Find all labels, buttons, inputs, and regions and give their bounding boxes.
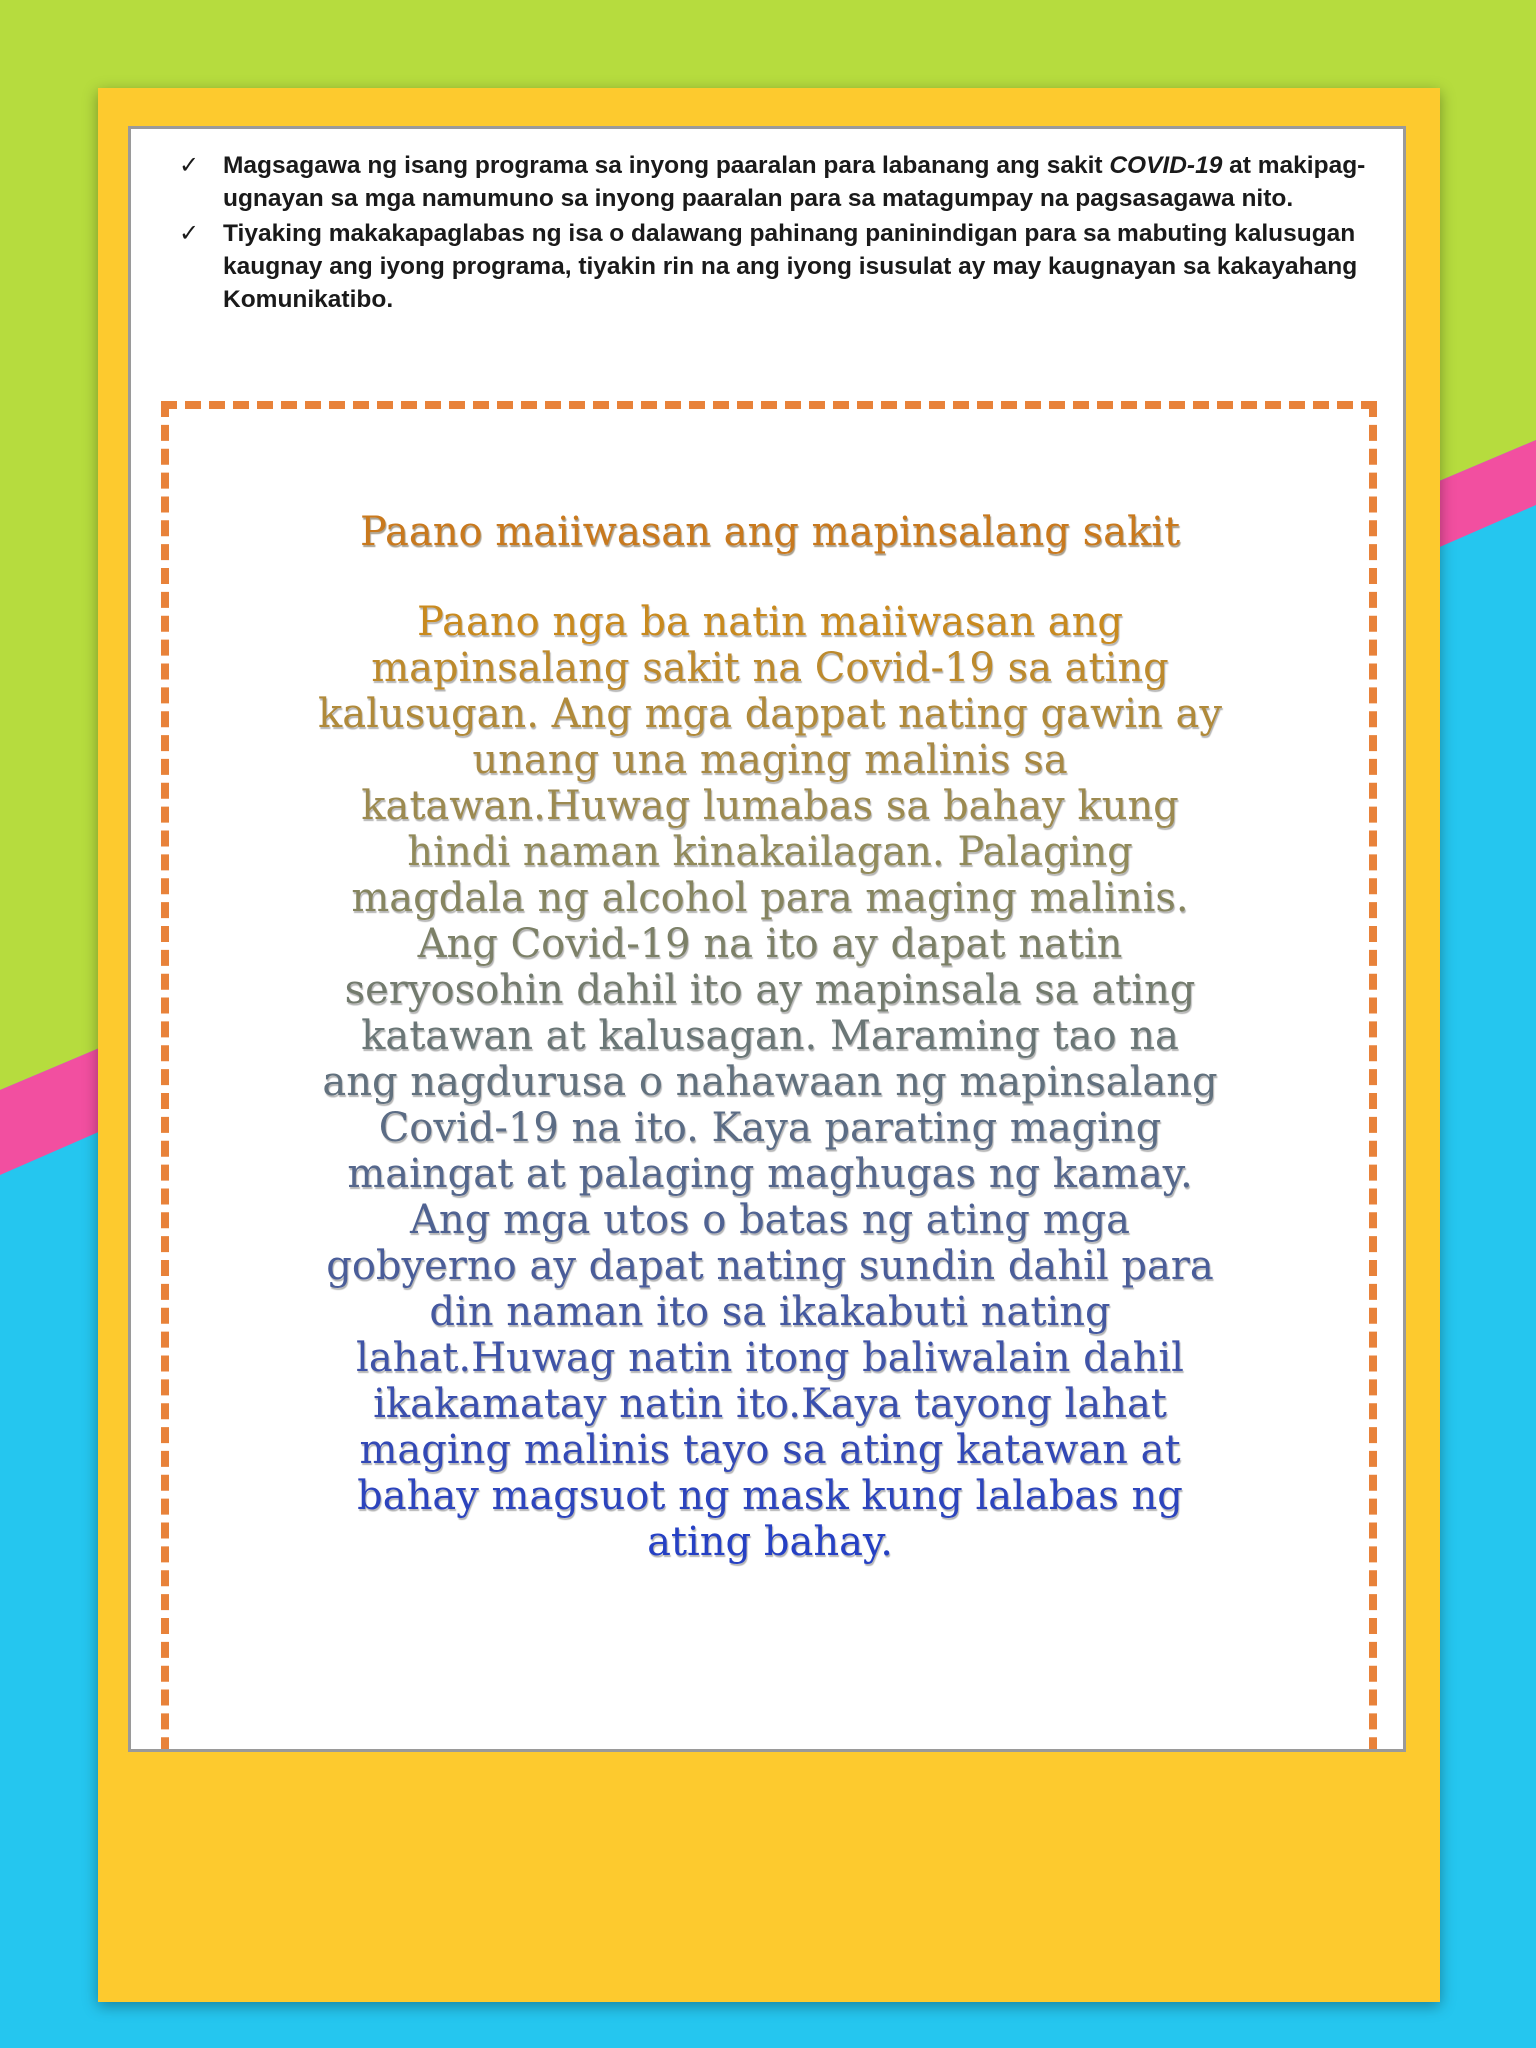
essay-line: katawan at kalusagan. Maraming tao na: [361, 1013, 1179, 1059]
essay-line: seryosohin dahil ito ay mapinsala sa ating: [344, 967, 1196, 1013]
essay-line: gobyerno ay dapat nating sundin dahil para: [326, 1243, 1214, 1289]
checklist-item: [179, 149, 1369, 215]
essay-line: ating bahay.: [647, 1519, 893, 1565]
essay-line: ang nagdurusa o nahawaan ng mapinsalang: [322, 1059, 1218, 1105]
essay-line: maingat at palaging maghugas ng kamay.: [347, 1151, 1193, 1197]
essay-line: Ang Covid-19 na ito ay dapat natin: [417, 921, 1123, 967]
checkmark-icon: ✓: [179, 152, 200, 179]
essay-line: Ang mga utos o batas ng ating mga: [410, 1197, 1130, 1243]
essay-line: lahat.Huwag natin itong baliwalain dahil: [356, 1335, 1184, 1381]
document-sheet: [128, 126, 1406, 1752]
essay-line: ikakamatay natin ito.Kaya tayong lahat: [373, 1381, 1167, 1427]
essay-line: magdala ng alcohol para maging malinis.: [351, 875, 1189, 921]
essay-line: kalusugan. Ang mga dappat nating gawin ay: [318, 691, 1222, 737]
essay-line: katawan.Huwag lumabas sa bahay kung: [361, 783, 1179, 829]
essay-line: mapinsalang sakit na Covid-19 sa ating: [371, 645, 1169, 691]
essay-line: maging malinis tayo sa ating katawan at: [359, 1427, 1181, 1473]
essay-line: unang una maging malinis sa: [472, 737, 1068, 783]
checklist-text: Tiyaking makakapaglabas ng isa o dalawang pahinang paninindigan para sa mabuting kalusugan kaugnay ang iyong programa, tiyakin rin na ang iyong isusulat ay may kaugnayan sa kakayahang Komunikatibo.: [223, 220, 1358, 313]
essay-title: Paano maiiwasan ang mapinsalang sakit: [359, 509, 1181, 555]
checklist-emphasis: COVID-19: [1109, 152, 1223, 179]
essay-line: Covid-19 na ito. Kaya parating maging: [378, 1105, 1162, 1151]
essay-line: bahay magsuot ng mask kung lalabas ng: [357, 1473, 1183, 1519]
essay-line: Paano nga ba natin maiiwasan ang: [417, 599, 1123, 645]
instruction-checklist: [179, 149, 1369, 318]
checkmark-icon: ✓: [179, 220, 200, 247]
checklist-item: [179, 217, 1369, 316]
checklist-text: Magsagawa ng isang programa sa inyong paaralan para labanang ang sakit: [223, 152, 1110, 179]
essay-body: [241, 599, 1299, 1565]
essay-line: din naman ito sa ikakabuti nating: [429, 1289, 1111, 1335]
essay-line: hindi naman kinakailagan. Palaging: [407, 829, 1133, 875]
checklist-text-cont: at makipag-ugnayan sa mga namumuno sa inyong paaralan para sa matagumpay na pagsasagawa nito.: [223, 152, 1366, 212]
